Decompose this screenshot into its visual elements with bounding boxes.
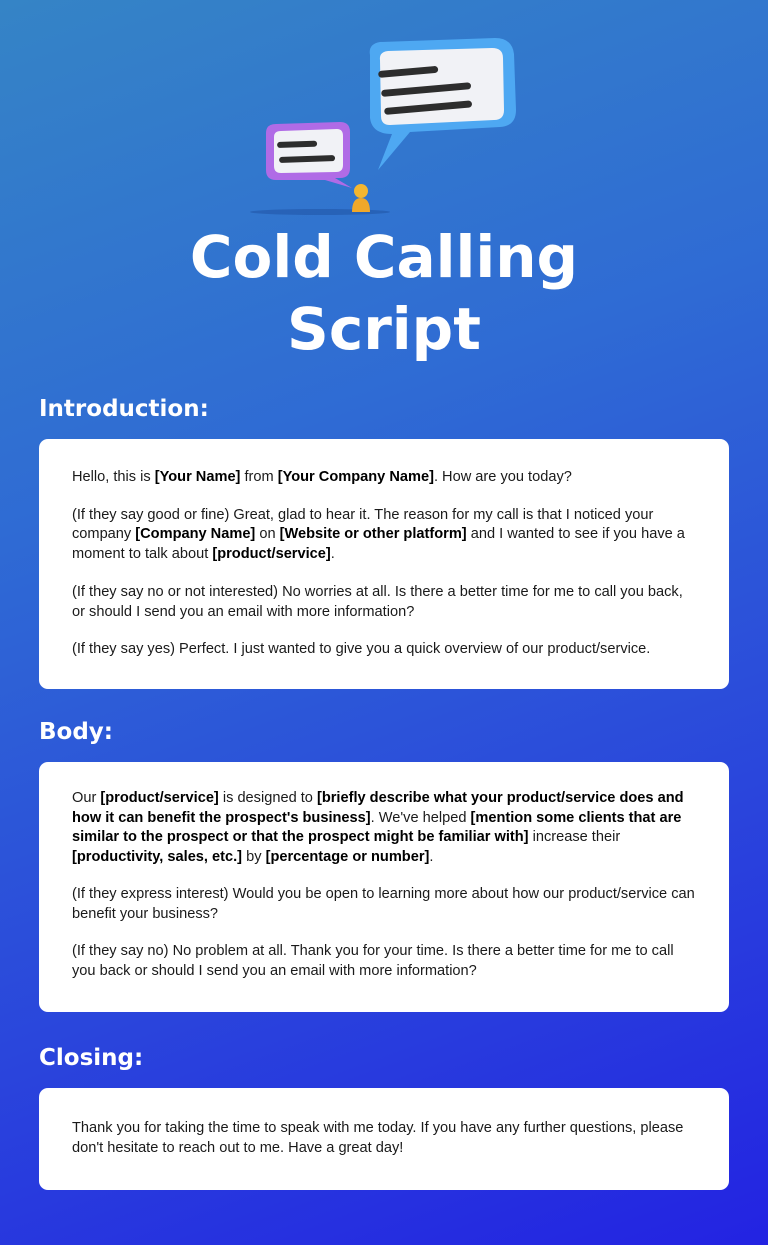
intro-paragraph-3: (If they say no or not interested) No worries at all. Is there a better time for me to call you back, or should I send you an email with more information? — [72, 584, 683, 620]
page-title-line2: Script — [287, 295, 481, 363]
section-heading-closing: Closing: — [39, 1045, 144, 1071]
section-heading-introduction: Introduction: — [39, 396, 209, 422]
page-title-line1: Cold Calling — [189, 223, 579, 291]
intro-paragraph-4: (If they say yes) Perfect. I just wanted to give you a quick overview of our product/service. — [72, 641, 651, 657]
body-paragraph-3: (If they say no) No problem at all. Thank you for your time. Is there a better time for me to call you back or should I send you an email with more information? — [72, 943, 674, 979]
closing-card — [39, 1088, 729, 1190]
chat-bubbles-with-person-icon — [0, 0, 768, 220]
hero-illustration — [0, 0, 768, 220]
introduction-card — [39, 439, 729, 689]
body-paragraph-1: Our [product/service] is designed to [briefly describe what your product/service does and how it can benefit the prospect's business]. We've helped [mention some clients that are similar to the prospect or that the prospect might be familiar with] increase their [productivity, sales, etc.] by [percentage or number]. — [72, 790, 684, 865]
section-heading-body: Body: — [39, 719, 113, 745]
body-card — [39, 762, 729, 1012]
closing-paragraph-1: Thank you for taking the time to speak with me today. If you have any further questions, please don't hesitate to reach out to me. Have a great day! — [72, 1120, 684, 1156]
body-paragraph-2: (If they express interest) Would you be open to learning more about how our product/service can benefit your business? — [72, 886, 695, 922]
intro-paragraph-1: Hello, this is [Your Name] from [Your Company Name]. How are you today? — [72, 469, 572, 485]
intro-paragraph-2: (If they say good or fine) Great, glad to hear it. The reason for my call is that I noticed your company [Company Name] on [Website or other platform] and I wanted to see if you have a moment to talk about [product/service]. — [72, 506, 685, 562]
